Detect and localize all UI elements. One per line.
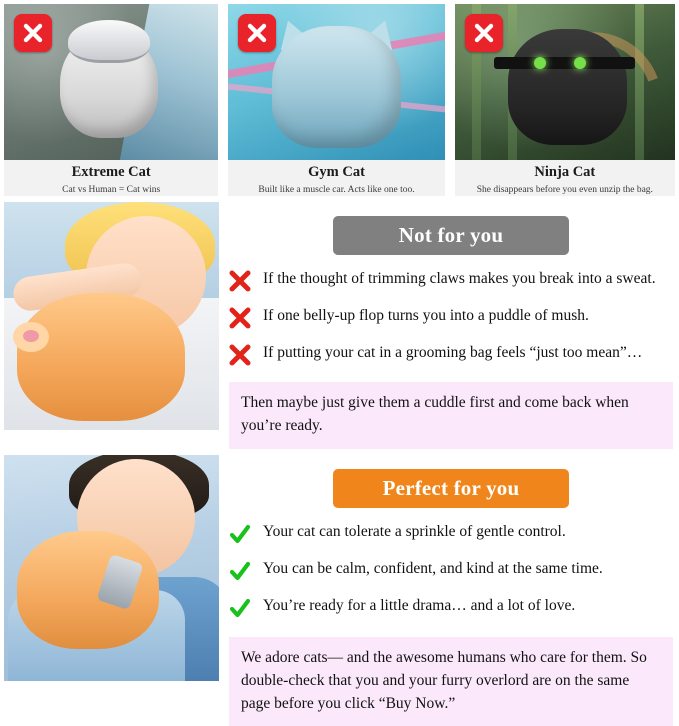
list-perfect-for-you — [229, 522, 673, 623]
list-item — [229, 522, 673, 549]
green-check-icon — [229, 559, 255, 586]
list-item — [229, 559, 673, 586]
card-caption-extreme-cat — [4, 160, 218, 196]
list-item-text: You’re ready for a little drama… and a lot of love. — [263, 596, 575, 616]
card-art-gym-cat — [228, 4, 444, 160]
list-item-text: You can be calm, confident, and kind at the same time. — [263, 559, 603, 579]
content-perfect-for-you — [219, 455, 675, 726]
red-x-icon — [238, 14, 276, 52]
card-subtitle: She disappears before you even unzip the bag. — [455, 182, 675, 196]
list-item — [229, 343, 673, 370]
list-not-for-you — [229, 269, 673, 370]
card-title: Ninja Cat — [455, 164, 675, 181]
card-ninja-cat — [455, 4, 675, 196]
list-item-text: If putting your cat in a grooming bag feels “just too mean”… — [263, 343, 642, 363]
green-check-icon — [229, 596, 255, 623]
red-x-icon — [229, 343, 255, 370]
card-title: Gym Cat — [228, 164, 444, 181]
banner-perfect-for-you: Perfect for you — [333, 469, 569, 508]
content-not-for-you — [219, 202, 675, 449]
note-perfect-for-you: We adore cats— and the awesome humans who care for them. So double-check that you and your furry overlord are on the same page before you click “Buy Now.” — [229, 637, 673, 726]
card-title: Extreme Cat — [4, 164, 218, 181]
list-item — [229, 306, 673, 333]
card-caption-gym-cat — [228, 160, 444, 196]
card-caption-ninja-cat — [455, 160, 675, 196]
illustration-woman-and-cat — [4, 202, 219, 430]
section-perfect-for-you — [0, 449, 679, 726]
card-subtitle: Built like a muscle car. Acts like one too. — [228, 182, 444, 196]
red-x-icon — [229, 306, 255, 333]
green-check-icon — [229, 522, 255, 549]
photo-perfect-for-you — [4, 455, 219, 681]
illustration-man-grooming-cat — [4, 455, 219, 681]
card-art-extreme-cat — [4, 4, 218, 160]
list-item — [229, 269, 673, 296]
card-gym-cat — [228, 4, 444, 196]
red-x-icon — [229, 269, 255, 296]
red-x-icon — [465, 14, 503, 52]
list-item-text: If the thought of trimming claws makes you break into a sweat. — [263, 269, 656, 289]
red-x-icon — [14, 14, 52, 52]
top-card-row — [0, 0, 679, 196]
note-not-for-you: Then maybe just give them a cuddle first and come back when you’re ready. — [229, 382, 673, 449]
card-extreme-cat — [4, 4, 218, 196]
section-not-for-you — [0, 196, 679, 449]
photo-not-for-you — [4, 202, 219, 430]
list-item — [229, 596, 673, 623]
list-item-text: If one belly-up flop turns you into a puddle of mush. — [263, 306, 589, 326]
card-subtitle: Cat vs Human = Cat wins — [4, 182, 218, 196]
card-art-ninja-cat — [455, 4, 675, 160]
list-item-text: Your cat can tolerate a sprinkle of gentle control. — [263, 522, 566, 542]
banner-not-for-you: Not for you — [333, 216, 569, 255]
